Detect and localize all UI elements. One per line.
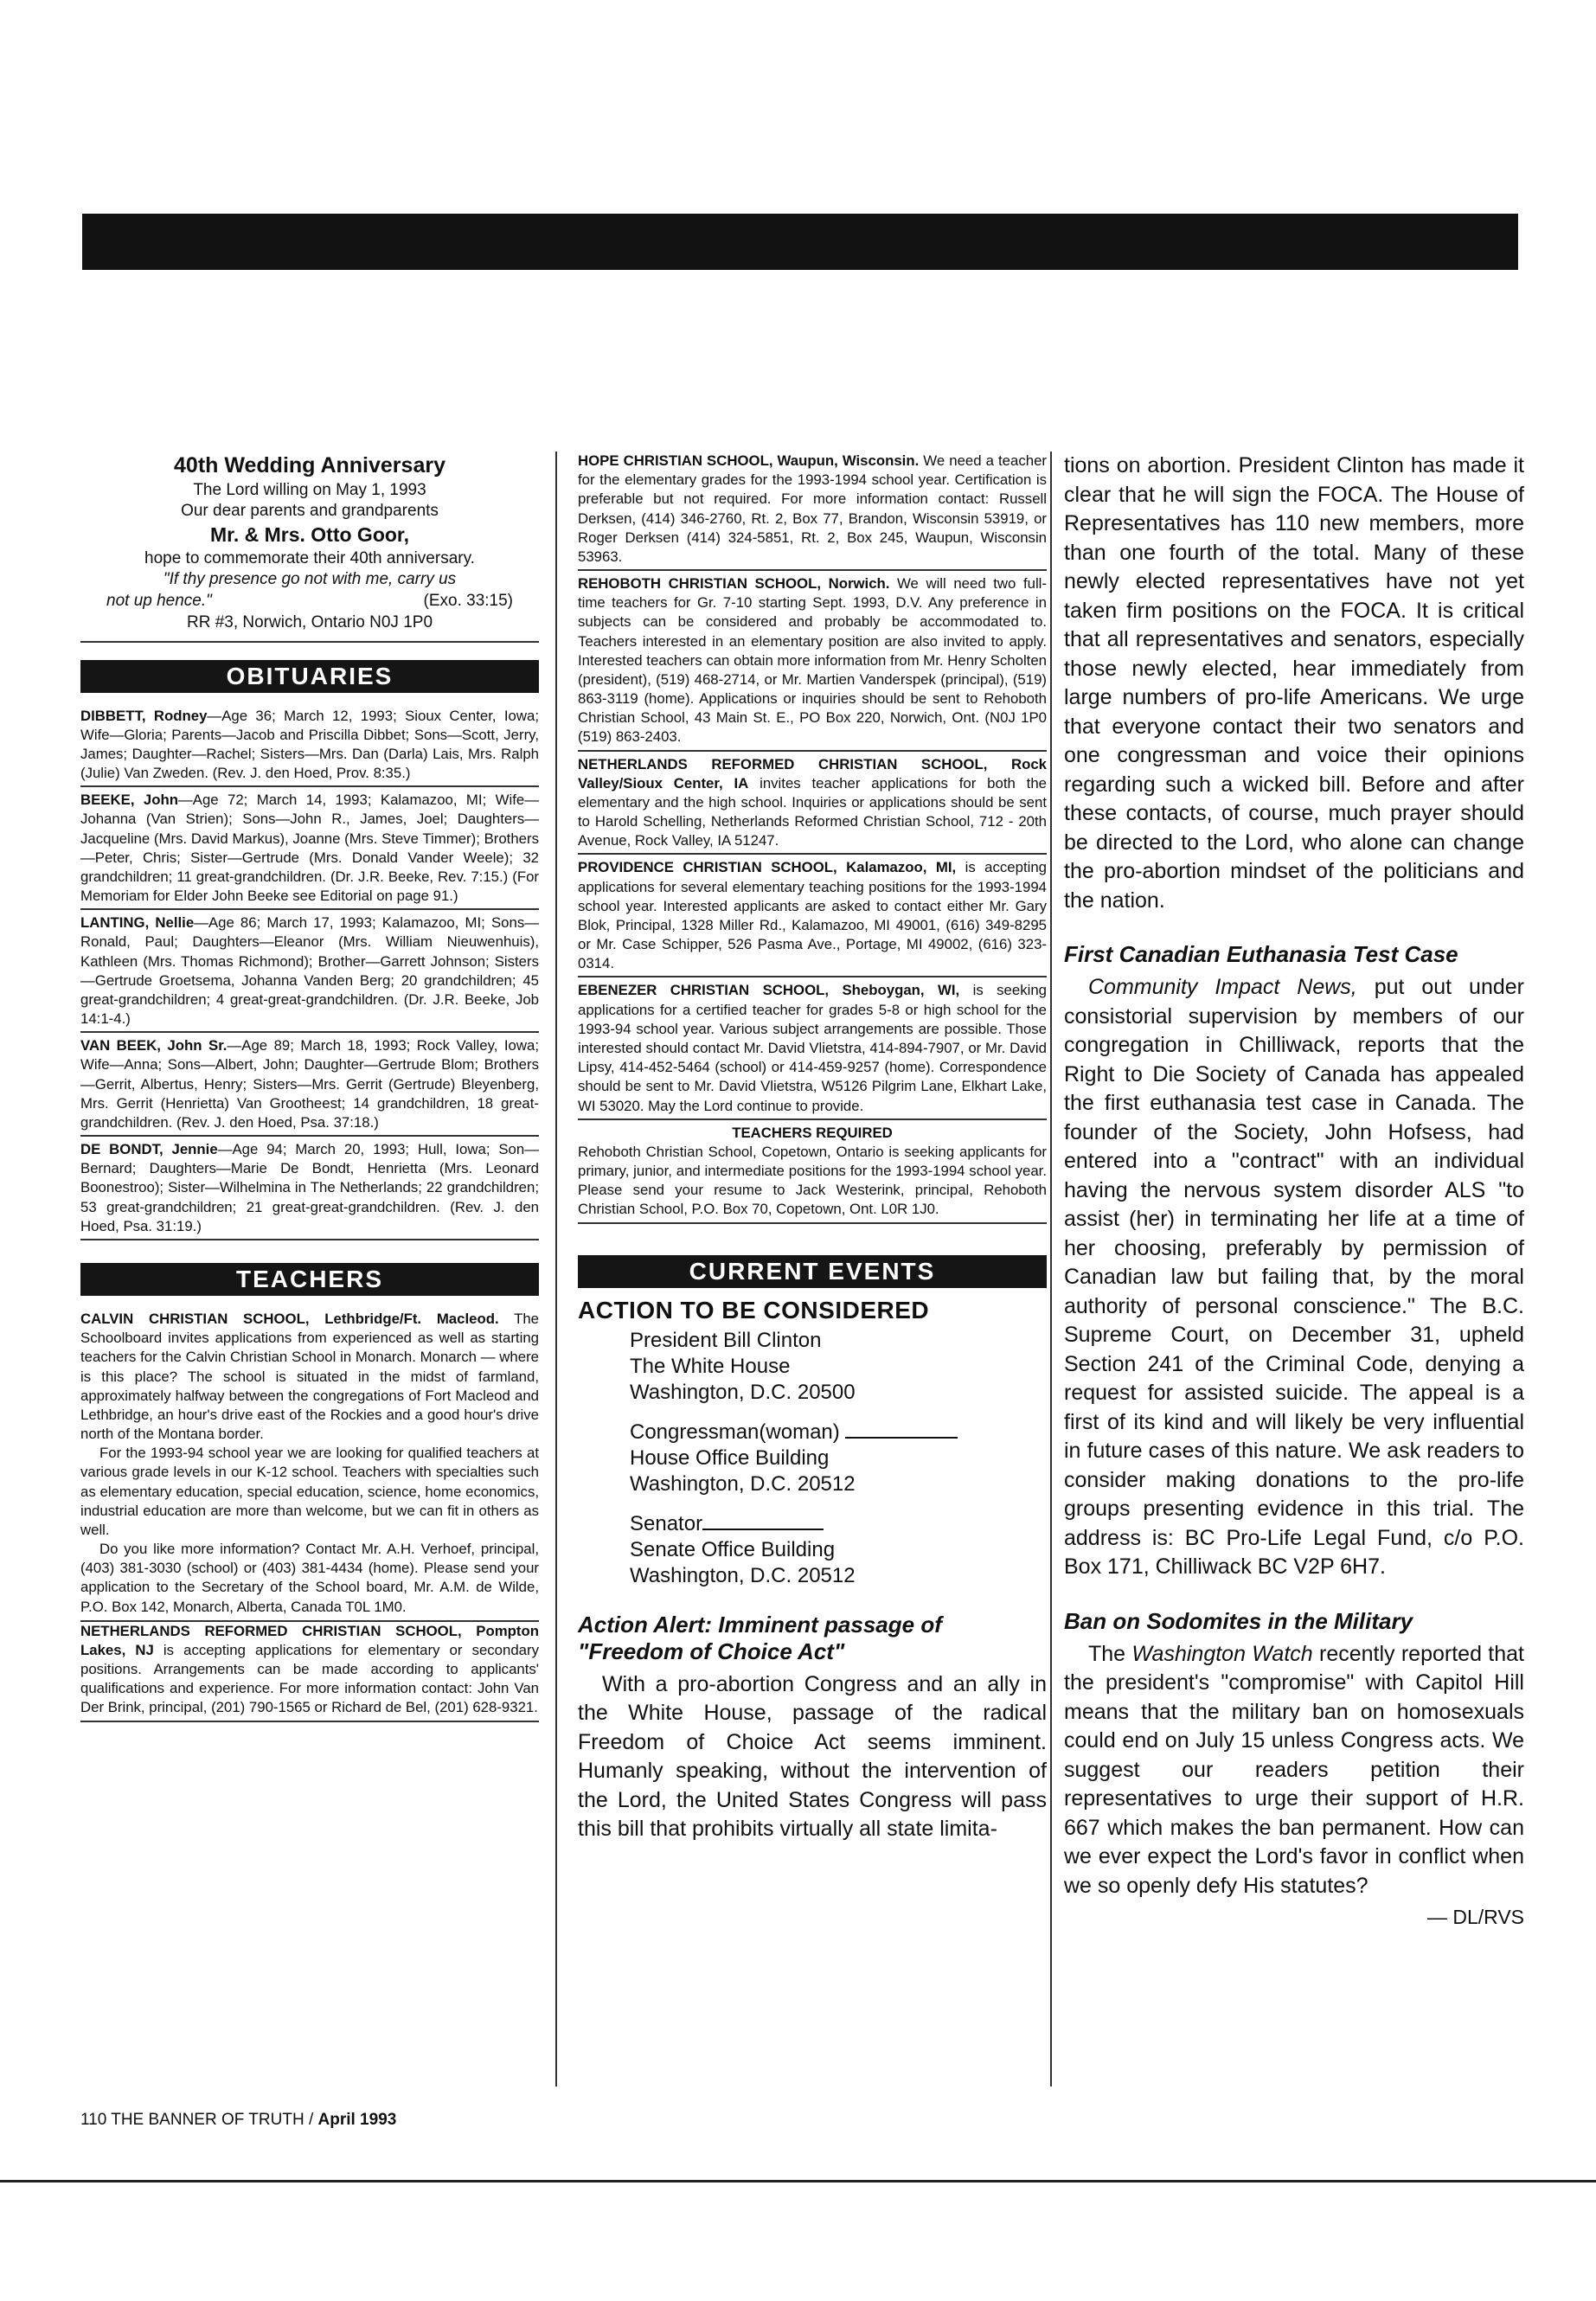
- calvin-school-p2: For the 1993-94 school year we are looking for qualified teachers at various grade levels in our K-12 school. Teachers with specialties such as elementary education, special education, science, home economics, industrial education are more than welcome, but we can fit in others as well.: [80, 1445, 539, 1538]
- column-3: [1064, 452, 1524, 1929]
- ebenezer-school-head: EBENEZER CHRISTIAN SCHOOL, Sheboygan, WI,: [578, 982, 960, 999]
- action-alert-continued: [1064, 452, 1524, 915]
- euthanasia-source: Community Impact News,: [1088, 975, 1357, 999]
- bottom-rule: [0, 2180, 1596, 2182]
- obituary-entry: [80, 1036, 539, 1137]
- euthanasia-text: [1064, 973, 1524, 1582]
- anniversary-line3: hope to commemorate their 40th anniversary.: [144, 548, 475, 567]
- anniversary-verse-ref: (Exo. 33:15): [423, 592, 513, 611]
- nrcs-pompton-head: NETHERLANDS REFORMED CHRISTIAN SCHOOL, Pompton Lakes, NJ: [80, 1622, 539, 1658]
- obituary-entry: [80, 1140, 539, 1240]
- teachers-required-body: Rehoboth Christian School, Copetown, Ontario is seeking applicants for primary, junior, and intermediate positions for the 1993-1994 school year. Please send your resume to Jack Westerink, principal, Rehoboth Christian School, P.O. Box 70, Copetown, Ont. L0R 1J0.: [578, 1143, 1047, 1218]
- calvin-school-p1: The Schoolboard invites applications from experienced as well as starting teachers for the Calvin Christian School in Monarch. Monarch — where is this place? The school is situated in the midst of farmland, approximately halfway between the congregations of Fort Macleod and Lethbridge, an hour's drive east of the Rockies and a good hour's drive north of the Montana border.: [80, 1310, 539, 1443]
- rehoboth-school-ad: [578, 574, 1047, 752]
- nrcs-rock-valley-ad: [578, 755, 1047, 856]
- column-1: [80, 452, 539, 1726]
- obituary-entry: [80, 791, 539, 910]
- obituary-name: VAN BEEK, John Sr.: [80, 1037, 228, 1054]
- ebenezer-school-ad: [578, 981, 1047, 1119]
- obituary-entry: [80, 707, 539, 788]
- anniversary-line1: The Lord willing on May 1, 1993: [193, 480, 426, 499]
- calvin-school-p3: Do you like more information? Contact Mr. A.H. Verhoef, principal, (403) 381-3030 (school) or (403) 381-4434 (home). Please send your application to the Secretary of the School board, Mr. A.M. de Wilde, P.O. Box 142, Monarch, Alberta, Canada T0L 1M0.: [80, 1541, 539, 1615]
- nrcs-pompton-ad: [80, 1620, 539, 1722]
- ban-body: recently reported that the president's "compromise" with Capitol Hill means that the military ban on homosexuals could end on July 15 unless Congress acts. We suggest our readers petition their representatives to urge their support of H.R. 667 which makes the ban permanent. How can we ever expect the Lord's favor in conflict when we so openly defy His statutes?: [1064, 1641, 1524, 1898]
- euthanasia-title: First Canadian Euthanasia Test Case: [1064, 941, 1458, 967]
- obituary-entry: [80, 913, 539, 1033]
- obituary-body: —Age 36; March 12, 1993; Sioux Center, Iowa; Wife—Gloria; Parents—Jacob and Priscilla Dibbet; Sons—Scott, Jerry, James; Daughter—Rachel; Sisters—Mrs. Dan (Darla) Lais, Mrs. Ralph (Julie) Van Zweden. (Rev. J. den Hoed, Prov. 8:35.): [80, 707, 539, 782]
- signoff: — DL/RVS: [1426, 1906, 1524, 1928]
- anniversary-verse1: "If thy presence go not with me, carry us: [163, 570, 457, 589]
- obituary-name: DIBBETT, Rodney: [80, 707, 208, 724]
- column-rule-1: [555, 452, 557, 2086]
- address-line: Washington, D.C. 20512: [630, 1563, 856, 1587]
- footer-page: 110 THE BANNER OF TRUTH /: [80, 2111, 318, 2129]
- nrcs-rock-valley-head: NETHERLANDS REFORMED CHRISTIAN SCHOOL, Rock Valley/Sioux Center, IA: [578, 755, 1047, 792]
- anniversary-line2: Our dear parents and grandparents: [181, 502, 439, 521]
- address-line: The White House: [630, 1354, 791, 1378]
- address-line: President Bill Clinton: [630, 1328, 822, 1352]
- euthanasia-body: put out under consistorial supervision by members of our congregation in Chilliwack, reports that the Right to Die Society of Canada has appealed the first euthanasia test case in Canada. The founder of the Society, John Hofsess, had entered into a "contract" with an individual having the nervous system disorder ALS "to assist (her) in terminating her life at a time of her choosing, preferably by permission of Canadian law but failing that, by the moral authority of personal conscience." The B.C. Supreme Court, on December 31, upheld Section 241 of the Criminal Code, denying a request for assisted suicide. The appeal is a first of its kind and will likely be very influential in future cases of this nature. We ask readers to consider making donations to the pro-life groups presenting evidence in this trial. The address is: BC Pro-Life Legal Fund, c/o P.O. Box 171, Chilliwack BC V2P 6H7.: [1064, 975, 1524, 1579]
- address-line: Washington, D.C. 20500: [630, 1380, 856, 1404]
- rehoboth-school-body: We will need two full-time teachers for Gr. 7-10 starting Sept. 1993, D.V. Any preference in subjects can be considered and probably be accommodated to. Teachers interested in an elementary position are also invited to apply. Interested teachers can obtain more information from Mr. Henry Scholten (president), (519) 468-2714, or Mr. Martien Vanderspek (principal), (519) 863-3119 (home). Applications or inquiries should be sent to Rehoboth Christian School, 43 Main St. E., PO Box 220, Norwich, Ont. (N0J 1P0 (519) 863-2403.: [578, 575, 1047, 746]
- action-alert-p1: With a pro-abortion Congress and an ally in the White House, passage of the radical Freedom of Choice Act seems imminent. Humanly speaking, without the intervention of the Lord, the United States Congress will pass this bill that prohibits virtually all state limita-: [578, 1671, 1047, 1842]
- obituary-name: DE BONDT, Jennie: [80, 1141, 218, 1158]
- providence-school-body: is accepting applications for several elementary teaching positions for the 1993-1994 school year. Interested applicants are asked to contact either Mr. Gary Blok, Principal, 1328 Miller Rd., Kalamazoo, MI 49001, (616) 349-8295 or Mr. Case Schipper, 526 Pasma Ave., Portage, MI 49002, (616) 323-0314.: [578, 859, 1047, 972]
- obituaries-banner: OBITUARIES: [80, 660, 539, 693]
- action-title: ACTION TO BE CONSIDERED: [578, 1296, 930, 1324]
- action-alert-p2: tions on abortion. President Clinton has made it clear that he will sign the FOCA. The House of Representatives has 110 new members, more than one fourth of the total. Many of these newly elected representatives have not yet taken firm positions on the FOCA. It is critical that all representatives and senators, especially those newly elected, hear immediately from large numbers of pro-life Americans. We urge that everyone contact their two senators and one congressman and voice their opinions regarding such a wicked bill. Before and after these contacts, of course, much prayer should be directed to the Lord, who alone can change the pro-abortion mindset of the politicians and the nation.: [1064, 453, 1524, 913]
- address-line: Congressman(woman): [630, 1420, 840, 1444]
- calvin-school-head: CALVIN CHRISTIAN SCHOOL, Lethbridge/Ft. Macleod.: [80, 1310, 499, 1327]
- column-rule-2: [1050, 452, 1052, 2086]
- action-alert-title: Action Alert: Imminent passage of "Freedom of Choice Act": [578, 1611, 942, 1664]
- hope-school-head: HOPE CHRISTIAN SCHOOL, Waupun, Wisconsin.: [578, 452, 920, 469]
- teachers-required-ad: [578, 1124, 1047, 1224]
- fill-in-blank: [845, 1437, 958, 1439]
- hope-school-body: We need a teacher for the elementary grades for the 1993-1994 school year. Certification is preferable but not required. For more information contact: Russell Derksen, (414) 346-2760, Rt. 2, Box 77, Brandon, Wisconsin 53919, or Roger Derksen (414) 324-5851, Rt. 2, Box 245, Waupun, Wisconsin 53963.: [578, 452, 1047, 565]
- providence-school-head: PROVIDENCE CHRISTIAN SCHOOL, Kalamazoo, MI,: [578, 859, 957, 876]
- fill-in-blank: [702, 1529, 824, 1530]
- address-president: [630, 1328, 1047, 1406]
- rehoboth-school-head: REHOBOTH CHRISTIAN SCHOOL, Norwich.: [578, 575, 890, 593]
- header-black-bar: [82, 214, 1518, 270]
- page-footer: [80, 2111, 396, 2130]
- nrcs-pompton-body: is accepting applications for elementary or secondary positions. Arrangements can be made according to applicants' qualifications and experience. For more information contact: John Van Der Brink, principal, (201) 790-1565 or Richard de Bel, (201) 628-9321.: [80, 1641, 539, 1716]
- address-congressman: [630, 1420, 1047, 1497]
- calvin-school-ad: [80, 1310, 539, 1617]
- ban-text: [1064, 1640, 1524, 1901]
- anniversary-address: RR #3, Norwich, Ontario N0J 1P0: [186, 612, 433, 631]
- footer-issue: April 1993: [317, 2111, 397, 2129]
- anniversary-names: Mr. & Mrs. Otto Goor,: [209, 522, 409, 546]
- obituary-body: —Age 72; March 14, 1993; Kalamazoo, MI; Wife—Johanna (Van Strien); Sons—John R., James, Joel; Daughters—Jacqueline (Mrs. David Markus), Joanne (Mrs. Steve Timmer); Brothers—Peter, Chris; Sister—Gertrude (Mrs. Donald Vander Weele); 32 grandchildren; 11 great-grandchildren. (Dr. J.R. Beeke, Rev. 7:15.) (For Memoriam for Elder John Beeke see Editorial on page 91.): [80, 792, 539, 905]
- teachers-required-head: TEACHERS REQUIRED: [732, 1124, 893, 1141]
- anniversary-title: 40th Wedding Anniversary: [174, 453, 445, 478]
- teachers-banner: TEACHERS: [80, 1263, 539, 1296]
- address-senator: [630, 1511, 1047, 1589]
- obituary-body: —Age 89; March 18, 1993; Rock Valley, Iowa; Wife—Anna; Sons—Albert, John; Daughter—Gertrude Blom; Brothers—Gerrit, Albertus, Henry; Sisters—Mrs. Gerrit (Gertrude) Bleyenberg, Mrs. Gerrit (Henrietta) Van Grootheest; 14 grandchildren, 18 great-grandchildren. (Rev. J. den Hoed, Psa. 37:18.): [80, 1037, 539, 1131]
- ebenezer-school-body: is seeking applications for a certified teacher for grades 5-8 or high school for the 1993-94 school year. Various subject arrangements are possible. Those interested should contact Mr. David Vlietstra, 414-894-7907, or Mr. David Lipsy, 414-452-5464 (school) or 414-459-9257 (home). Correspondence should be sent to Mr. David Vlietstra, W5126 Pilgrim Lane, Elkhart Lake, WI 53020. May the Lord continue to provide.: [578, 982, 1047, 1114]
- nrcs-rock-valley-body: invites teacher applications for both the elementary and the high school. Inquiries or applications should be sent to Harold Schelling, Netherlands Reformed Christian School, 712 - 20th Avenue, Rock Valley, IA 51247.: [578, 774, 1047, 849]
- obituaries-list: [80, 707, 539, 1240]
- address-line: Washington, D.C. 20512: [630, 1471, 856, 1496]
- action-alert-text: [578, 1670, 1047, 1844]
- ban-title: Ban on Sodomites in the Military: [1064, 1607, 1413, 1634]
- obituary-body: —Age 86; March 17, 1993; Kalamazoo, MI; Sons—Ronald, Paul; Daughters—Eleanor (Mrs. William Nieuwenhuis), Kathleen (Mrs. Thomas Richmond); Brother—Garrett Johnson; Sisters—Gertrude Groetsema, Johanna Vanden Berg; 20 grandchildren; 45 great-grandchildren; 4 great-great-grandchildren. (Dr. J.R. Beeke, Job 14:1-4.): [80, 914, 539, 1028]
- anniversary-verse-row: [80, 591, 539, 612]
- address-line: Senate Office Building: [630, 1537, 836, 1561]
- obituary-name: LANTING, Nellie: [80, 914, 195, 932]
- ban-pre: The: [1088, 1641, 1132, 1666]
- anniversary-verse2: not up hence.": [106, 592, 212, 611]
- column-2: [578, 452, 1047, 1844]
- address-line: Senator: [630, 1511, 703, 1535]
- hope-school-ad: [578, 452, 1047, 571]
- obituary-name: BEEKE, John: [80, 792, 178, 809]
- anniversary-notice: [80, 452, 539, 643]
- obituary-body: —Age 94; March 20, 1993; Hull, Iowa; Son—Bernard; Daughters—Marie De Bondt, Henrietta (Mrs. Leonard Boonestroo); Sister—Wilhelmina in The Netherlands; 22 grandchildren; 53 great-grandchildren; 21 great-great-grandchildren. (Rev. J. den Hoed, Psa. 31:19.): [80, 1141, 540, 1234]
- current-events-banner: CURRENT EVENTS: [578, 1255, 1047, 1288]
- address-line: House Office Building: [630, 1445, 830, 1470]
- providence-school-ad: [578, 858, 1047, 977]
- ban-source: Washington Watch: [1131, 1641, 1313, 1666]
